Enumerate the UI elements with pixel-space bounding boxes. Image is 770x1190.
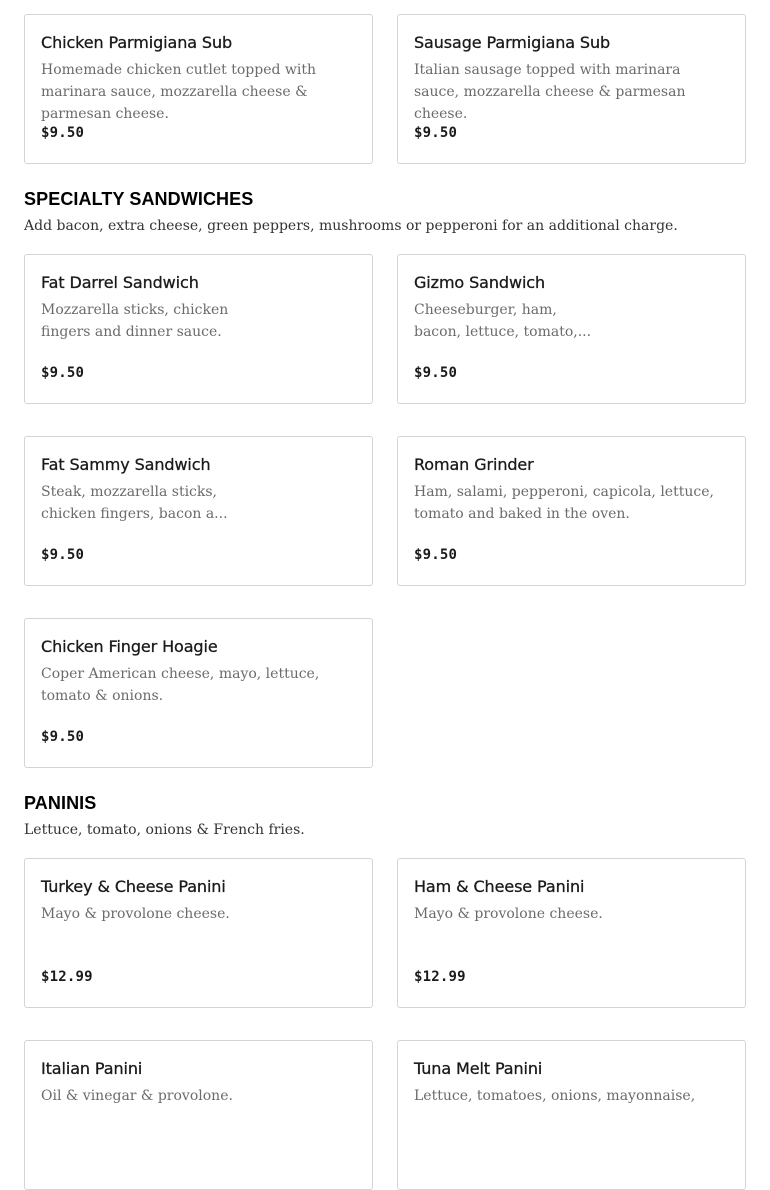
- item-name: Turkey & Cheese Panini: [41, 877, 226, 896]
- item-description: Lettuce, tomatoes, onions, mayonnaise,: [414, 1088, 696, 1104]
- item-price: $9.50: [41, 365, 85, 381]
- item-description: Steak, mozzarella sticks, chicken fingers, bacon a...: [41, 484, 228, 522]
- item-description: Mayo & provolone cheese.: [414, 906, 603, 922]
- item-price: $9.50: [41, 125, 85, 141]
- menu-item-card[interactable]: [397, 14, 746, 164]
- item-description: Homemade chicken cutlet topped with marinara sauce, mozzarella cheese & parmesan cheese.: [41, 62, 317, 122]
- menu-item-card[interactable]: [24, 1040, 373, 1190]
- menu-item-card[interactable]: [24, 436, 373, 586]
- item-price: $9.50: [414, 365, 458, 381]
- item-description: Ham, salami, pepperoni, capicola, lettuce, tomato and baked in the oven.: [414, 484, 714, 522]
- item-name: Gizmo Sandwich: [414, 273, 546, 292]
- item-price: $12.99: [414, 969, 466, 985]
- item-price: $9.50: [414, 547, 458, 563]
- item-name: Sausage Parmigiana Sub: [414, 33, 611, 52]
- item-name: Fat Sammy Sandwich: [41, 455, 211, 474]
- item-name: Chicken Finger Hoagie: [41, 637, 218, 656]
- item-name: Roman Grinder: [414, 455, 534, 474]
- menu-item-card[interactable]: [24, 618, 373, 768]
- item-price: $9.50: [41, 547, 85, 563]
- item-description: Mozzarella sticks, chicken fingers and dinner sauce.: [41, 302, 229, 340]
- item-name: Tuna Melt Panini: [414, 1059, 543, 1078]
- item-description: Italian sausage topped with marinara sauce, mozzarella cheese & parmesan cheese.: [414, 62, 686, 122]
- section-title: SPECIALTY SANDWICHES: [24, 189, 254, 209]
- section-description: Add bacon, extra cheese, green peppers, mushrooms or pepperoni for an additional charge.: [24, 218, 678, 234]
- item-name: Chicken Parmigiana Sub: [41, 33, 233, 52]
- menu-item-card[interactable]: [24, 14, 373, 164]
- item-price: $9.50: [414, 125, 458, 141]
- item-name: Italian Panini: [41, 1059, 143, 1078]
- menu-item-card[interactable]: [397, 858, 746, 1008]
- item-name: Ham & Cheese Panini: [414, 877, 585, 896]
- menu-item-card[interactable]: [24, 254, 373, 404]
- item-price: $9.50: [41, 729, 85, 745]
- menu-item-card[interactable]: [397, 254, 746, 404]
- menu-item-card[interactable]: [397, 436, 746, 586]
- item-price: $12.99: [41, 969, 93, 985]
- item-name: Fat Darrel Sandwich: [41, 273, 199, 292]
- item-description: Mayo & provolone cheese.: [41, 906, 230, 922]
- menu-item-card[interactable]: [397, 1040, 746, 1190]
- section-description: Lettuce, tomato, onions & French fries.: [24, 822, 305, 838]
- section-title: PANINIS: [24, 793, 97, 813]
- item-description: Coper American cheese, mayo, lettuce, tomato & onions.: [41, 666, 320, 704]
- menu-item-card[interactable]: [24, 858, 373, 1008]
- item-description: Oil & vinegar & provolone.: [41, 1088, 233, 1104]
- item-description: Cheeseburger, ham, bacon, lettuce, tomato,...: [414, 302, 592, 340]
